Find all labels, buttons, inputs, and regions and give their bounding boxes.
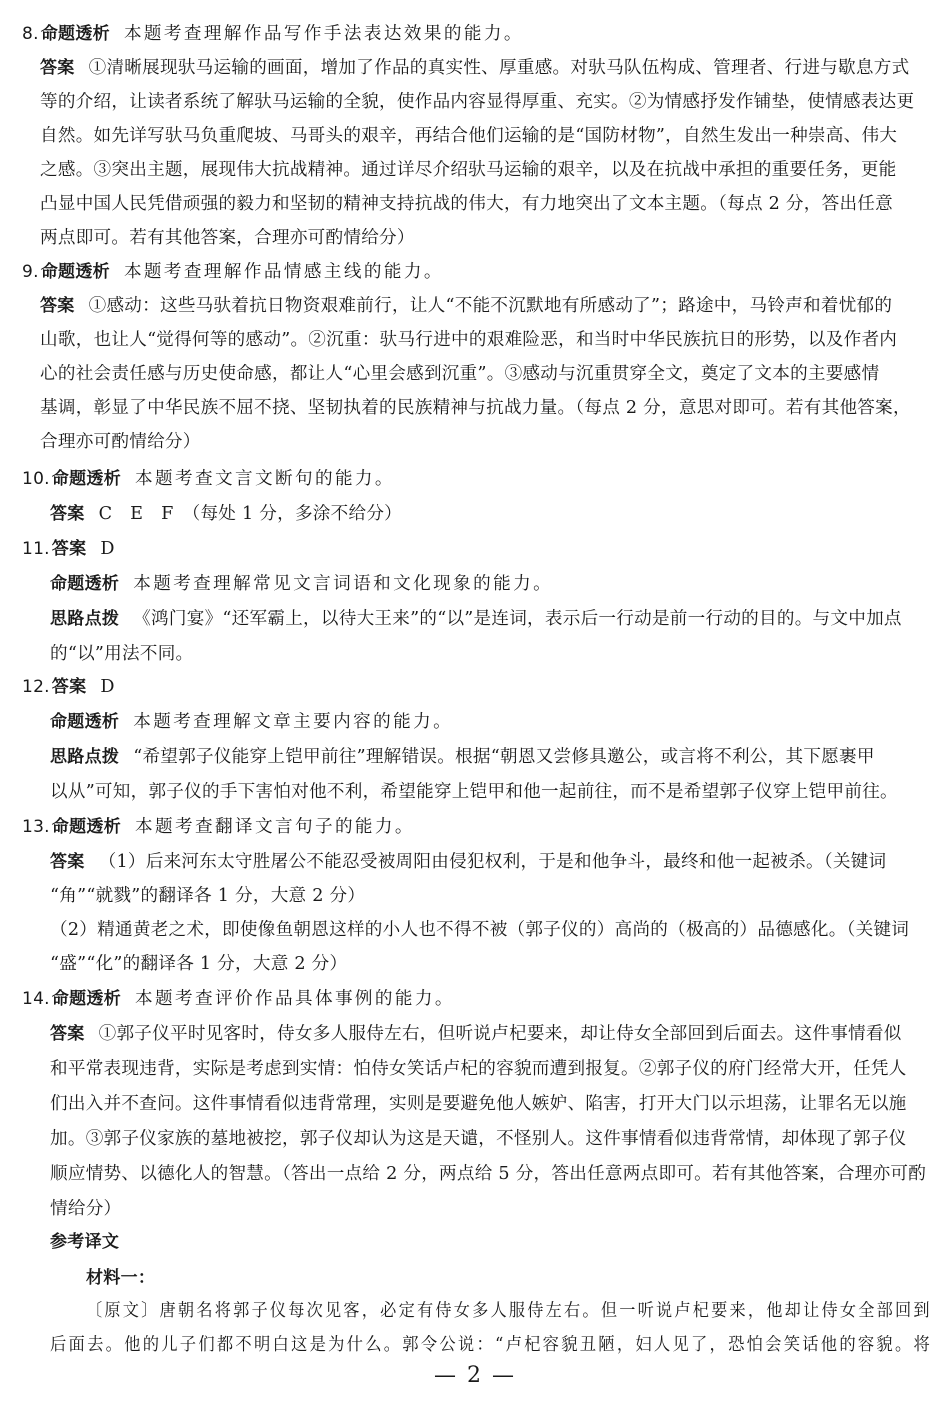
text-line [50, 1197, 121, 1221]
question-number: 14. [22, 989, 50, 1009]
line-text: 以从”可知，郭子仪的手下害怕对他不利，希望能穿上铠甲和他一起前往，而不是希望郭子仪穿上铠甲前往。 [50, 782, 898, 802]
text-line [50, 642, 193, 666]
line-text: 两点即可。若有其他答案，合理亦可酌情给分） [40, 228, 415, 248]
question-number: 11. [22, 539, 50, 559]
line-text: 顺应情势、以德化人的智慧。（答出一点给 2 分，两点给 5 分，答出任意两点即可。若有其他答案，合理亦可酌 [50, 1164, 927, 1184]
section-label: 参考译文 [50, 1232, 120, 1252]
question-number: 12. [22, 677, 50, 697]
text-line [22, 260, 444, 284]
section-label: 命题透析 [51, 817, 121, 837]
line-text: C E F （每处 1 分，多涂不给分） [98, 504, 403, 524]
section-label: 思路点拨 [50, 747, 120, 767]
line-text: 本题考查理解作品情感主线的能力。 [123, 262, 444, 282]
line-text: 本题考查理解常见文言词语和文化现象的能力。 [133, 574, 554, 594]
text-line [40, 124, 897, 148]
line-text: 本题考查评价作品具体事例的能力。 [135, 989, 455, 1009]
text-line [50, 1162, 926, 1186]
line-text: “希望郭子仪能穿上铠甲前往”理解错误。根据“朝恩又尝修具邀公，或言将不利公，其下愿裹甲 [133, 747, 875, 767]
page-number: — 2 — [434, 1363, 516, 1388]
text-line [22, 815, 415, 839]
text-line [22, 987, 455, 1011]
section-label: 答案 [51, 677, 87, 697]
text-line [22, 467, 395, 491]
text-line [50, 952, 347, 976]
section-label: 答案 [40, 58, 75, 78]
text-line [50, 918, 909, 942]
line-text: 山歌，也让人“觉得何等的感动”。②沉重：驮马行进中的艰难险恶，和当时中华民族抗日的形势，以及作者内 [40, 330, 898, 350]
text-line [40, 294, 892, 318]
text-line [40, 192, 893, 216]
section-label: 命题透析 [50, 712, 120, 732]
text-line [50, 1022, 902, 1046]
line-text: 加。③郭子仪家族的墓地被挖，郭子仪却认为这是天谴，不怪别人。这件事情看似违背常情，却体现了郭子仪 [50, 1129, 907, 1149]
line-text: （1）后来河东太守胜屠公不能忍受被周阳由侵犯权利，于是和他争斗，最终和他一起被杀。（关键词 [98, 852, 887, 872]
line-text: ①郭子仪平时见客时，侍女多人服侍左右，但听说卢杞要来，却让侍女全部回到后面去。这件事情看似 [98, 1024, 902, 1044]
question-number: 9. [22, 262, 39, 282]
text-line [40, 328, 897, 352]
text-line [50, 850, 886, 874]
line-text: “角”“就戮”的翻译各 1 分，大意 2 分） [50, 886, 366, 906]
section-label: 答案 [50, 504, 85, 524]
question-number: 10. [22, 469, 50, 489]
line-text: 的“以”用法不同。 [50, 644, 194, 664]
text-line [50, 745, 875, 769]
text-line [50, 710, 453, 734]
text-line [22, 22, 524, 46]
line-text: 〔原文〕唐朝名将郭子仪每次见客，必定有侍女多人服侍左右。但一听说卢杞要来，他却让侍女全部回到 [86, 1301, 932, 1321]
text-line [50, 1057, 907, 1081]
line-text: 自然。如先详写驮马负重爬坡、马哥头的艰辛，再结合他们运输的是“国防材物”，自然生发出一种崇高、伟大 [40, 126, 898, 146]
text-line [50, 1230, 119, 1254]
text-line [40, 56, 909, 80]
section-label: 答案 [51, 539, 87, 559]
text-line [50, 502, 402, 526]
line-text: 情给分） [50, 1199, 122, 1219]
line-text: （2）精通黄老之术，即使像鱼朝恩这样的小人也不得不被（郭子仪的）高尚的（极高的）品德感化。（关键词 [50, 920, 910, 940]
text-line [40, 396, 911, 420]
line-text: 本题考查理解文章主要内容的能力。 [133, 712, 454, 732]
text-line [22, 675, 115, 699]
text-line [50, 1333, 932, 1357]
text-line [50, 1127, 907, 1151]
section-label: 答案 [50, 852, 85, 872]
line-text: 后面去。他的儿子们都不明白这是为什么。郭令公说：“卢杞容貌丑陋，妇人见了，恐怕会笑话他的容貌。将 [50, 1335, 933, 1355]
text-line [40, 158, 897, 182]
section-label: 命题透析 [51, 469, 121, 489]
line-text: 本题考查理解作品写作手法表达效果的能力。 [123, 24, 524, 44]
line-text: 基调，彰显了中华民族不屈不挠、坚韧执着的民族精神与抗战力量。（每点 2 分，意思对即可。若有其他答案， [40, 398, 911, 418]
line-text: 本题考查翻译文言句子的能力。 [135, 817, 415, 837]
section-label: 思路点拨 [50, 609, 120, 629]
line-text: 合理亦可酌情给分） [40, 432, 201, 452]
text-line [22, 537, 115, 561]
line-text: 们出入并不查问。这件事情看似违背常理，实则是要避免他人嫉妒、陷害，打开大门以示坦荡，让罪名无以施 [50, 1094, 907, 1114]
text-line [50, 780, 898, 804]
text-line [50, 572, 553, 596]
line-text: ①感动：这些马驮着抗日物资艰难前行，让人“不能不沉默地有所感动了”；路途中，马铃声和着忧郁的 [88, 296, 893, 316]
text-line [40, 226, 415, 250]
line-text: 之感。③突出主题，展现伟大抗战精神。通过详尽介绍驮马运输的艰辛，以及在抗战中承担的重要任务，更能 [40, 160, 897, 180]
section-label: 命题透析 [50, 574, 120, 594]
line-text: 《鸿门宴》“还军霸上，以待大王来”的“以”是连词，表示后一行动是前一行动的目的。与文中加点 [133, 609, 902, 629]
line-text: 本题考查文言文断句的能力。 [135, 469, 395, 489]
section-label: 材料一： [86, 1268, 156, 1288]
question-number: 13. [22, 817, 50, 837]
line-text: 和平常表现违背，实际是考虑到实情：怕侍女笑话卢杞的容貌而遭到报复。②郭子仪的府门经常大开，任凭人 [50, 1059, 907, 1079]
line-text: D [100, 539, 115, 559]
line-text: 凸显中国人民凭借顽强的毅力和坚韧的精神支持抗战的伟大，有力地突出了文本主题。（每点 2 分，答出任意 [40, 194, 893, 214]
question-number: 8. [22, 24, 39, 44]
text-line [86, 1299, 932, 1323]
line-text: 心的社会责任感与历史使命感，都让人“心里会感到沉重”。③感动与沉重贯穿全文，奠定了文本的主要感情 [40, 364, 880, 384]
text-line [50, 607, 902, 631]
line-text: 等的介绍，让读者系统了解驮马运输的全貌，使作品内容显得厚重、充实。②为情感抒发作铺垫，使情感表达更 [40, 92, 915, 112]
line-text: D [100, 677, 115, 697]
section-label: 答案 [50, 1024, 85, 1044]
text-line [40, 362, 879, 386]
text-line [40, 90, 914, 114]
line-text: ①清晰展现驮马运输的画面，增加了作品的真实性、厚重感。对驮马队伍构成、管理者、行进与歇息方式 [88, 58, 910, 78]
text-line [50, 1092, 907, 1116]
section-label: 命题透析 [51, 989, 121, 1009]
section-label: 命题透析 [40, 24, 110, 44]
text-line [86, 1266, 155, 1290]
text-line [50, 884, 365, 908]
section-label: 答案 [40, 296, 75, 316]
text-line [40, 430, 201, 454]
section-label: 命题透析 [40, 262, 110, 282]
line-text: “盛”“化”的翻译各 1 分，大意 2 分） [50, 954, 348, 974]
